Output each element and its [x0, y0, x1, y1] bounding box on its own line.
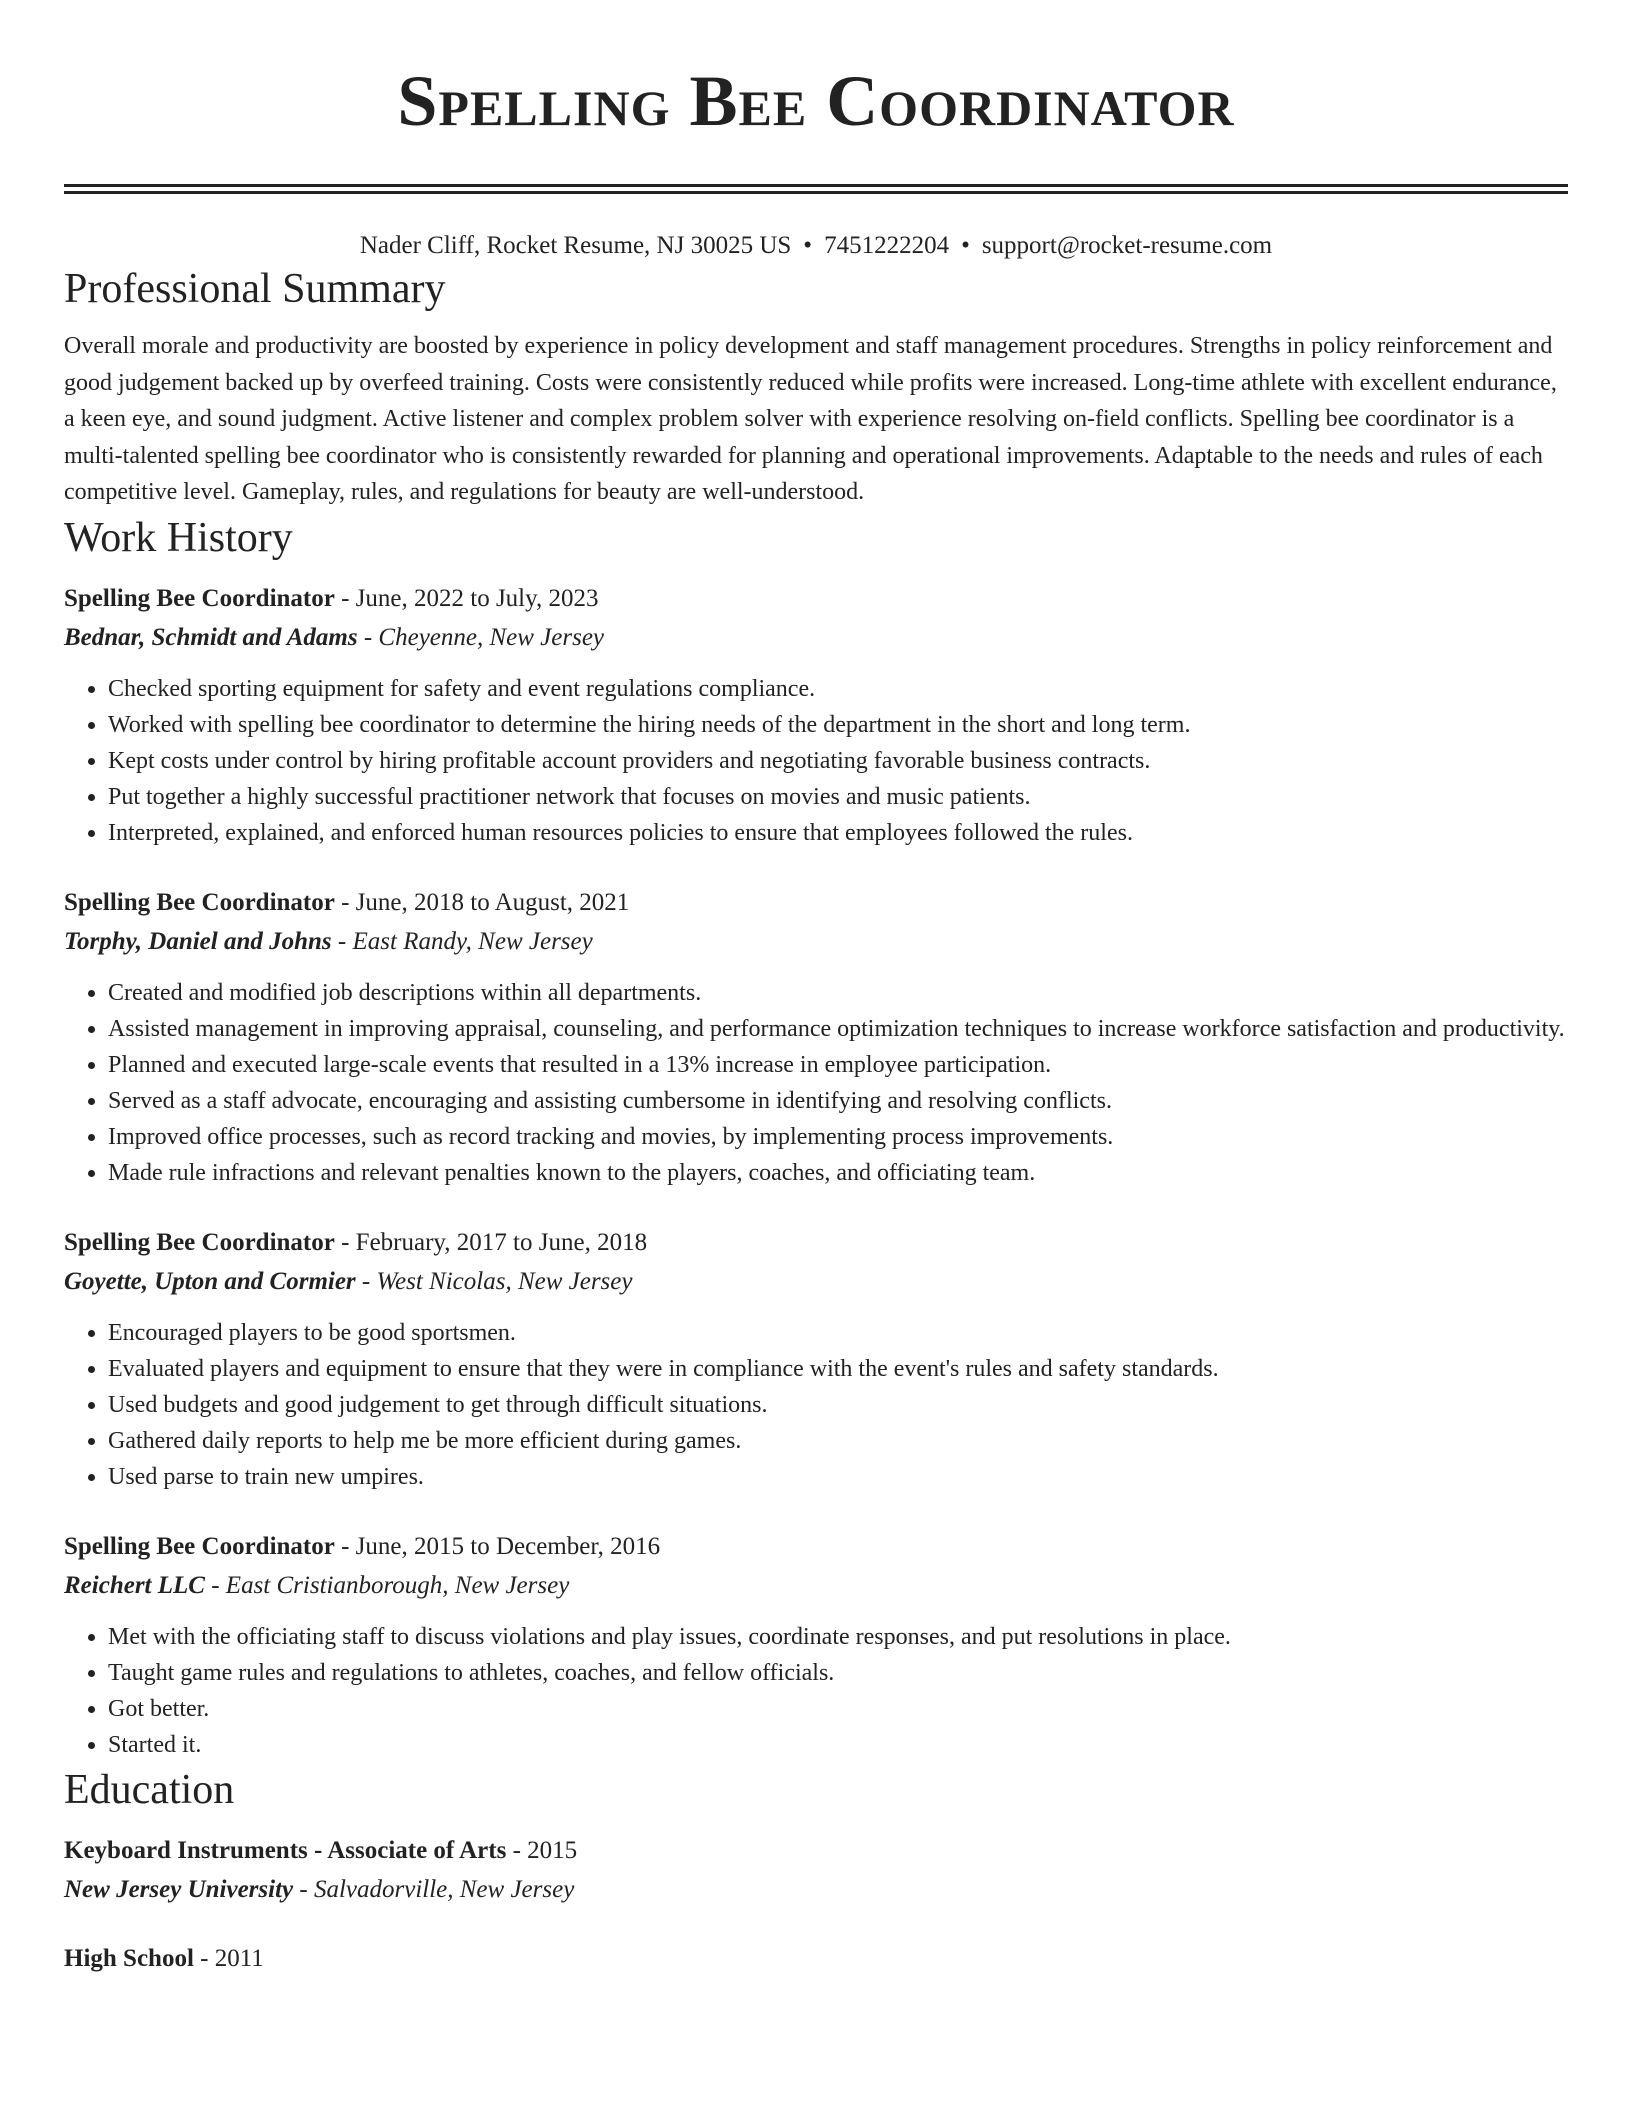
dash-separator: - [334, 888, 356, 916]
job-entry [64, 883, 1568, 1191]
job-bullet: • Created and modified job descriptions within all departments. [108, 975, 1568, 1011]
dash-separator: - [331, 927, 353, 955]
company-location: Cheyenne, New Jersey [378, 623, 605, 651]
job-bullet: • Checked sporting equipment for safety and event regulations compliance. [108, 671, 1568, 707]
company-line [64, 922, 1568, 961]
company-location: East Cristianborough, New Jersey [225, 1571, 570, 1599]
contact-separator: • [803, 232, 813, 259]
job-bullet: • Met with the officiating staff to discuss violations and play issues, coordinate responses, and put resolutions in place. [108, 1619, 1568, 1655]
job-bullets [64, 975, 1568, 1191]
dash-separator: - [357, 623, 379, 651]
job-bullet: • Interpreted, explained, and enforced human resources policies to ensure that employees followed the rules. [108, 815, 1568, 851]
job-title-line [64, 1527, 1568, 1566]
job-bullet: • Taught game rules and regulations to athletes, coaches, and fellow officials. [108, 1655, 1568, 1691]
work-history-heading: Work History [64, 514, 293, 561]
job-title-line [64, 1223, 1568, 1262]
job-title: Spelling Bee Coordinator [64, 1532, 335, 1560]
title-divider [64, 184, 1568, 194]
company-name: Goyette, Upton and Cormier [64, 1267, 356, 1295]
graduation-year: 2015 [527, 1836, 578, 1864]
job-bullet: • Started it. [108, 1727, 1568, 1763]
job-entry [64, 1527, 1568, 1763]
company-line [64, 1262, 1568, 1301]
summary-text: Overall morale and productivity are boosted by experience in policy development and staff management procedures. Strengths in policy reinforcement and good judgement backed up by overfeed training. Costs were consistently reduced while profits were increased. Long-time athlete with excellent endurance, a keen eye, and sound judgment. Active listener and complex problem solver with experience resolving on-field conflicts. Spelling bee coordinator is a multi-talented spelling bee coordinator who is consistently rewarded for planning and operational improvements. Adaptable to the needs and rules of each competitive level. Gameplay, rules, and regulations for beauty are well-understood. [64, 333, 1557, 506]
dash-separator: - [334, 1532, 356, 1560]
dash-separator: - [204, 1571, 226, 1599]
company-line [64, 1566, 1568, 1605]
company-name: Reichert LLC [64, 1571, 205, 1599]
dash-separator: - [334, 1228, 356, 1256]
job-bullet: • Kept costs under control by hiring profitable account providers and negotiating favorable business contracts. [108, 743, 1568, 779]
school-location: Salvadorville, New Jersey [313, 1875, 575, 1903]
job-title-line [64, 883, 1568, 922]
company-location: East Randy, New Jersey [352, 927, 593, 955]
education-heading: Education [64, 1766, 235, 1813]
dash-separator: - [334, 584, 356, 612]
job-bullets [64, 1315, 1568, 1495]
dash-separator: - [193, 1944, 215, 1972]
job-title: Spelling Bee Coordinator [64, 888, 335, 916]
degree-name: Keyboard Instruments - Associate of Arts [64, 1836, 507, 1864]
job-bullet: • Improved office processes, such as record tracking and movies, by implementing process improvements. [108, 1119, 1568, 1155]
job-bullet: • Evaluated players and equipment to ensure that they were in compliance with the event's rules and safety standards. [108, 1351, 1568, 1387]
job-dates: June, 2022 to July, 2023 [355, 584, 599, 612]
company-name: Bednar, Schmidt and Adams [64, 623, 358, 651]
contact-separator: • [961, 232, 970, 259]
job-bullet: • Gathered daily reports to help me be more efficient during games. [108, 1423, 1568, 1459]
resume-page [64, 0, 1568, 1978]
job-bullet: • Used budgets and good judgement to get through difficult situations. [108, 1387, 1568, 1423]
job-bullet: • Put together a highly successful practitioner network that focuses on movies and music patients. [108, 779, 1568, 815]
job-entry [64, 579, 1568, 851]
job-entry [64, 1223, 1568, 1495]
company-location: West Nicolas, New Jersey [376, 1267, 633, 1295]
job-bullets [64, 1619, 1568, 1763]
job-dates: June, 2018 to August, 2021 [355, 888, 630, 916]
job-bullet: • Encouraged players to be good sportsmen. [108, 1315, 1568, 1351]
school-line [64, 1870, 1568, 1909]
degree-line [64, 1831, 1568, 1870]
education-entry [64, 1939, 1568, 1978]
job-title: Spelling Bee Coordinator [64, 1228, 335, 1256]
job-bullet: • Made rule infractions and relevant penalties known to the players, coaches, and officiating team. [108, 1155, 1568, 1191]
job-title: Spelling Bee Coordinator [64, 584, 335, 612]
job-bullet: • Used parse to train new umpires. [108, 1459, 1568, 1495]
school-name: New Jersey University [64, 1875, 294, 1903]
contact-address: Nader Cliff, Rocket Resume, NJ 30025 US [359, 232, 792, 259]
job-bullet: • Planned and executed large-scale events that resulted in a 13% increase in employee participation. [108, 1047, 1568, 1083]
summary-heading: Professional Summary [64, 266, 446, 312]
graduation-year: 2011 [214, 1944, 264, 1972]
contact-email: support@rocket-resume.com [981, 232, 1273, 259]
degree-name: High School [64, 1944, 194, 1972]
job-bullet: • Got better. [108, 1691, 1568, 1727]
company-name: Torphy, Daniel and Johns [64, 927, 332, 955]
degree-line [64, 1939, 1568, 1978]
job-title-line [64, 579, 1568, 618]
job-bullets [64, 671, 1568, 851]
company-line [64, 618, 1568, 657]
dash-separator: - [355, 1267, 377, 1295]
education-entry [64, 1831, 1568, 1909]
job-bullet: • Served as a staff advocate, encouraging and assisting cumbersome in identifying and resolving conflicts. [108, 1083, 1568, 1119]
resume-title: Spelling Bee Coordinator [397, 61, 1235, 141]
dash-separator: - [293, 1875, 314, 1903]
contact-phone: 7451222204 [824, 232, 950, 259]
dash-separator: - [506, 1836, 528, 1864]
job-dates: February, 2017 to June, 2018 [355, 1228, 648, 1256]
job-bullet: • Assisted management in improving appraisal, counseling, and performance optimization techniques to increase workforce satisfaction and productivity. [108, 1011, 1568, 1047]
job-dates: June, 2015 to December, 2016 [355, 1532, 661, 1560]
contact-line [64, 230, 1568, 262]
job-bullet: • Worked with spelling bee coordinator to determine the hiring needs of the department in the short and long term. [108, 707, 1568, 743]
